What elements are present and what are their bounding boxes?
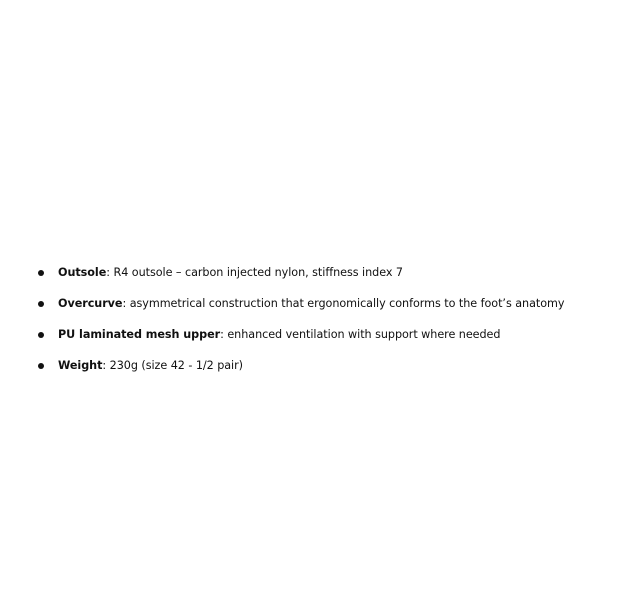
feature-text (58, 267, 403, 278)
feature-term: Weight (58, 358, 103, 372)
feature-item-upper (38, 319, 613, 350)
feature-text (58, 298, 564, 309)
feature-text (58, 329, 500, 340)
feature-text (58, 360, 243, 371)
feature-separator: : (122, 296, 130, 310)
bullet-icon (38, 270, 44, 276)
feature-description: enhanced ventilation with support where needed (227, 327, 501, 341)
feature-item-outsole (38, 257, 613, 288)
feature-item-weight (38, 350, 613, 381)
feature-term: Overcurve (58, 296, 123, 310)
feature-description: asymmetrical construction that ergonomically conforms to the foot’s anatomy (129, 296, 565, 310)
feature-separator: : (106, 265, 114, 279)
feature-description: 230g (size 42 - 1/2 pair) (109, 358, 243, 372)
bullet-icon (38, 332, 44, 338)
bullet-icon (38, 363, 44, 369)
feature-list (38, 257, 613, 381)
feature-separator: : (220, 327, 228, 341)
feature-item-overcurve (38, 288, 613, 319)
feature-term: PU laminated mesh upper (58, 327, 221, 341)
bullet-icon (38, 301, 44, 307)
feature-separator: : (102, 358, 110, 372)
feature-description: R4 outsole – carbon injected nylon, stiffness index 7 (113, 265, 403, 279)
feature-term: Outsole (58, 265, 107, 279)
